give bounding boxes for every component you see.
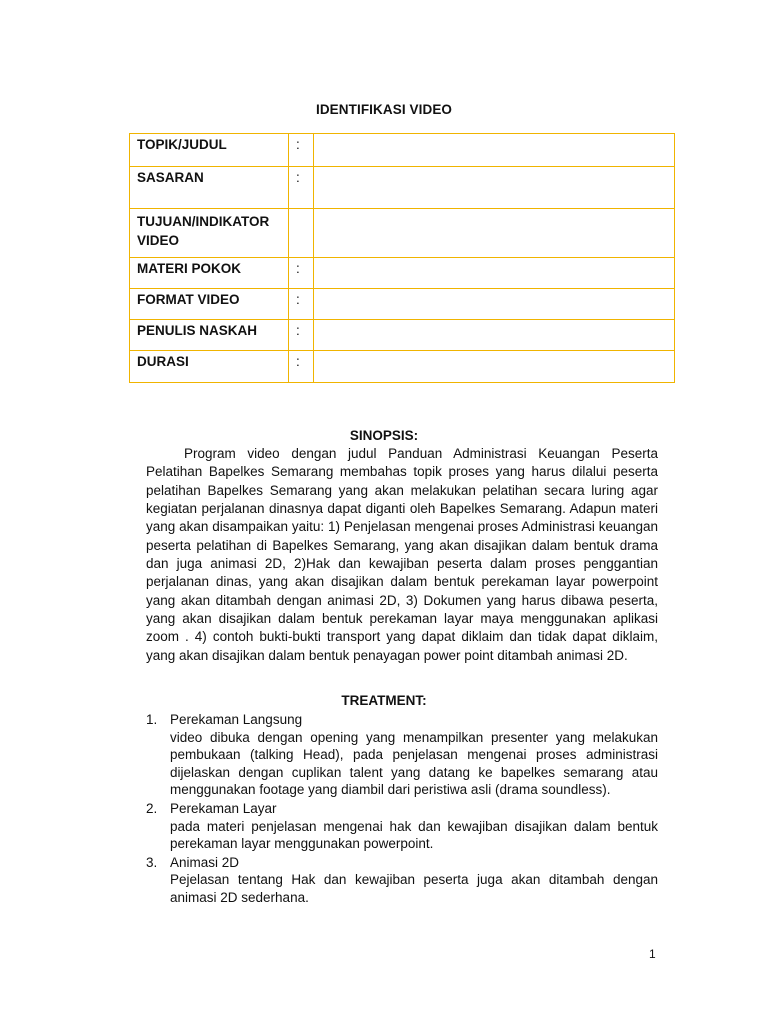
row-separator: : [289, 258, 314, 289]
row-value-penulis [314, 320, 675, 351]
item-description: Pejelasan tentang Hak dan kewajiban peserta juga akan ditambah dengan animasi 2D sederhana. [170, 872, 658, 905]
identification-table [129, 133, 675, 383]
table-row [130, 351, 675, 383]
row-label-tujuan: TUJUAN/INDIKATOR VIDEO [130, 209, 289, 258]
row-label-format: FORMAT VIDEO [130, 289, 289, 320]
table-row [130, 134, 675, 167]
item-description: video dibuka dengan opening yang menampilkan presenter yang melakukan pembukaan (talking Head), pada penjelasan mengenai proses administrasi dijelaskan dengan cuplikan talent yang datang ke bapelkes semarang atau menggunakan footage yang diambil dari peristiwa asli (drama soundless). [170, 729, 658, 798]
row-separator: : [289, 320, 314, 351]
item-title: Animasi 2D [170, 854, 240, 870]
list-item [146, 711, 658, 799]
row-label-durasi: DURASI [130, 351, 289, 383]
table-row [130, 167, 675, 209]
row-value-topik [314, 134, 675, 167]
row-separator: : [289, 289, 314, 320]
item-title: Perekaman Langsung [170, 712, 303, 727]
row-label-topik: TOPIK/JUDUL [130, 134, 289, 167]
item-number: 1. [146, 712, 158, 727]
page-number: 1 [649, 947, 656, 961]
item-title: Perekaman Layar [170, 800, 277, 816]
row-label-sasaran: SASARAN [130, 167, 289, 209]
row-value-format [314, 289, 675, 320]
item-number: 3. [146, 854, 158, 870]
row-label-materi: MATERI POKOK [130, 258, 289, 289]
row-separator: : [289, 351, 314, 383]
row-label-penulis: PENULIS NASKAH [130, 320, 289, 351]
row-separator: : [289, 167, 314, 209]
synopsis-paragraph: Program video dengan judul Panduan Administrasi Keuangan Peserta Pelatihan Bapelkes Semarang membahas topik proses yang harus dilalui peserta pelatihan Bapelkes Semarang yang akan melakukan pelatihan secara luring agar kegiatan perjalanan dinasnya dapat diganti oleh Bapelkes Semarang. Adapun materi yang akan disampaikan yaitu: 1) Penjelasan mengenai proses Administrasi keuangan peserta pelatihan di Bapelkes Semarang, yang akan disajikan dalam bentuk drama dan juga animasi 2D, 2)Hak dan kewajiban peserta dalam proses penggantian perjalanan dinas, yang akan disajikan dalam bentuk perekaman layar powerpoint yang akan ditambah dengan animasi 2D, 3) Dokumen yang harus dibawa peserta, yang akan disajikan dalam bentuk perekaman layar maya menggunakan aplikasi zoom . 4) contoh bukti-bukti transport yang dapat diklaim dan tidak dapat diklaim, yang akan disajikan dalam bentuk penayagan power point ditambah animasi 2D. [146, 446, 658, 663]
page-title: IDENTIFIKASI VIDEO [315, 102, 453, 117]
row-separator [289, 209, 314, 258]
row-value-durasi [314, 351, 675, 383]
table-row [130, 320, 675, 351]
table-row [130, 289, 675, 320]
synopsis-heading: SINOPSIS: [349, 428, 419, 443]
list-item [146, 854, 658, 907]
item-description: pada materi penjelasan mengenai hak dan kewajiban disajikan dalam bentuk perekaman layar menggunakan powerpoint. [170, 818, 658, 852]
row-value-tujuan [314, 209, 675, 258]
row-value-materi [314, 258, 675, 289]
treatment-list [146, 711, 658, 908]
item-number: 2. [146, 800, 158, 816]
table-row [130, 209, 675, 258]
treatment-heading: TREATMENT: [341, 693, 427, 708]
table-row [130, 258, 675, 289]
list-item [146, 800, 658, 853]
row-separator: : [289, 134, 314, 167]
row-value-sasaran [314, 167, 675, 209]
